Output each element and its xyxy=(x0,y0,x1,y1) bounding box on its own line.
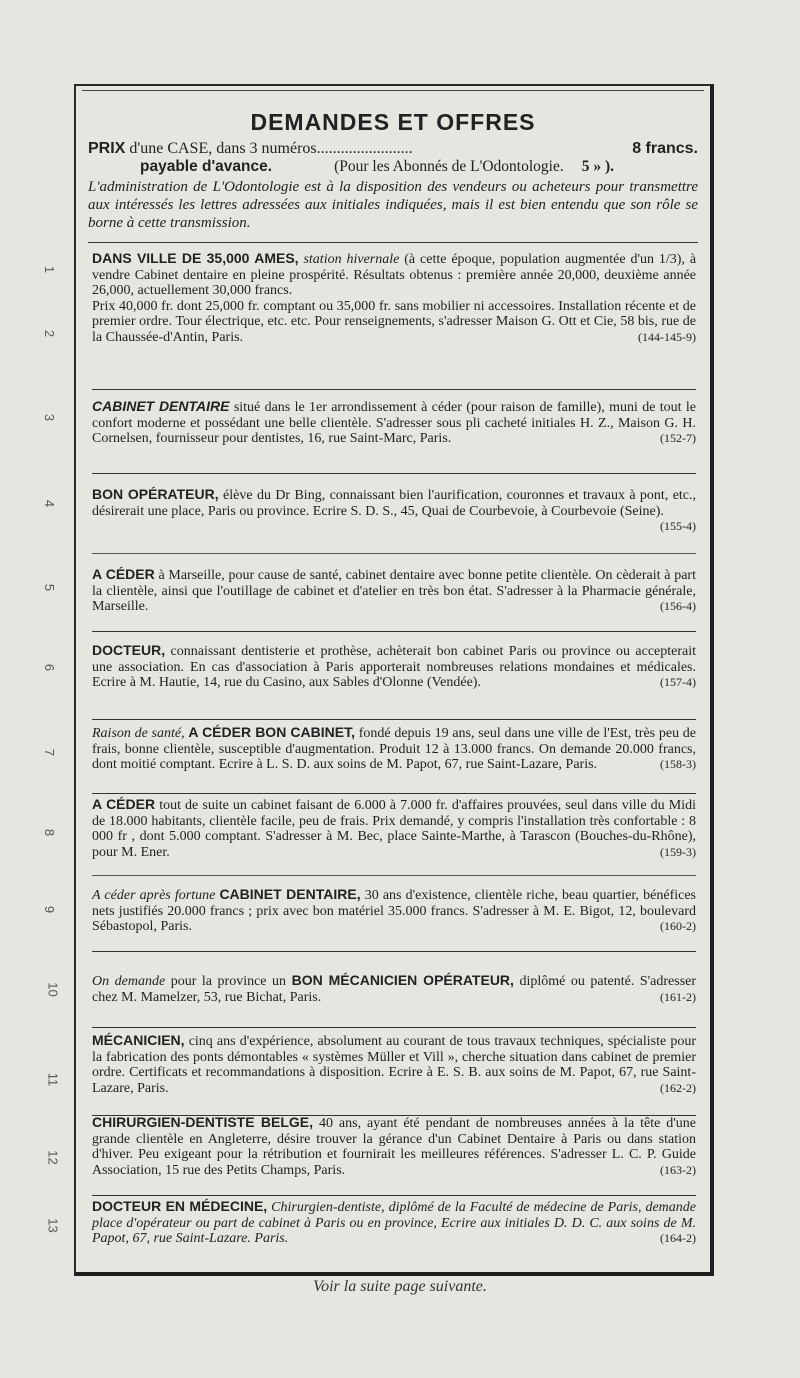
abonnes-value: 5 » ). xyxy=(581,158,615,175)
margin-number: 2 xyxy=(42,329,58,338)
ad-ref: (164-2) xyxy=(660,1231,696,1245)
ad-body: diplômé ou patenté. S'adresser chez M. Mamelzer, 53, rue Bichat, Paris. xyxy=(92,974,697,1005)
ad-1 xyxy=(92,251,696,345)
ad-ref: (161-2) xyxy=(660,989,696,1004)
ad-ref: (156-4) xyxy=(660,599,696,613)
margin-number: 5 xyxy=(42,583,58,592)
price-text: d'une CASE, dans 3 numéros........................ xyxy=(129,140,413,157)
margin-number: 6 xyxy=(42,663,58,672)
abonnes-text: (Pour les Abonnés de L'Odontologie. xyxy=(334,158,564,175)
margin-number: 12 xyxy=(45,1150,61,1165)
ad-body: élève du Dr Bing, connaissant bien l'aurification, couronnes et travaux à pont, etc., désirerait une place, Paris ou province. Ecrire S. D. S., 45, Quai de Courbevoie, à Courbevoie (Seine). xyxy=(92,488,697,519)
ad-lead: CHIRURGIEN-DENTISTE BELGE, xyxy=(92,1114,314,1130)
intro-text: L'administration de L'Odontologie est à la disposition des vendeurs ou acheteurs pour transmettre aux intéressés les lettres adressées aux initiales indiquées, mais il est bien entendu que son rôle se borne à cette transmission. xyxy=(88,179,698,231)
margin-number: 1 xyxy=(42,265,58,274)
ad-italic: Raison de santé, xyxy=(92,726,185,741)
ad-4 xyxy=(92,567,696,615)
price-line xyxy=(88,140,698,158)
ad-ref: (159-3) xyxy=(660,844,696,859)
ad-ref: (152-7) xyxy=(660,431,696,445)
ad-italic: On demande xyxy=(92,974,166,989)
ad-ref: (158-3) xyxy=(660,757,696,771)
payable-line xyxy=(88,158,698,176)
ad-body: 30 ans d'existence, clientèle riche, beau quartier, bénéfices nets justifiés 20.000 francs ; prix avec bon matériel 35.000 francs. S'adresser à M. E. Bigot, 12, boulevard Sébastopol, Paris. xyxy=(92,888,696,934)
ad-8 xyxy=(92,887,696,935)
margin-number: 9 xyxy=(42,905,58,914)
separator xyxy=(92,1027,696,1028)
ad-body: (à cette époque, population augmentée d'un 1/3), à vendre Cabinet dentaire en pleine prospérité. Résultats obtenus : première année 20,000, deuxième année 26,000, actuellement 30,000 francs. xyxy=(92,252,697,298)
price-lead: PRIX xyxy=(88,140,126,157)
ad-lead: CABINET DENTAIRE xyxy=(92,398,230,414)
ad-ref: (144-145-9) xyxy=(638,329,696,344)
separator xyxy=(92,951,696,952)
margin-number: 7 xyxy=(42,748,58,757)
margin-number: 8 xyxy=(42,828,58,837)
ad-3 xyxy=(92,487,696,535)
margin-number: 3 xyxy=(42,413,58,422)
margin-number: 10 xyxy=(45,982,61,997)
ad-body: cinq ans d'expérience, absolument au courant de tous travaux techniques, spécialiste pour la fabrication des ponts démontables « systèmes Müller et Vill », cherche situation dans cabinet de premier ordre. Certificats et recommandations à disposition. Ecrire à E. S. B. aux soins de M. Papot, 67, rue Saint-Lazare, Paris. xyxy=(92,1034,696,1096)
page-title: DEMANDES ET OFFRES xyxy=(250,109,536,135)
margin-number: 4 xyxy=(42,499,58,508)
ad-5 xyxy=(92,643,696,691)
ad-6 xyxy=(92,725,696,773)
ads-frame xyxy=(74,84,714,1276)
ad-9 xyxy=(92,973,696,1005)
separator xyxy=(92,793,696,794)
ad-ref: (155-4) xyxy=(660,519,696,533)
ad-body: pour la province un xyxy=(170,974,287,989)
payable-text: payable d'avance. xyxy=(140,158,273,175)
ad-lead: DOCTEUR, xyxy=(92,642,166,658)
ad-body: tout de suite un cabinet faisant de 6.000 à 7.000 fr. d'affaires prouvées, seul dans ville du Midi de 18.000 habitants, clientèle facile, peu de frais. Prix demandé, y compris l'installation très confortable : 8 000 fr , dont 5.000 comptant. S'adresser à M. Bec, place Sainte-Marthe, à Tarascon (Bouches-du-Rhône), pour M. Ener. xyxy=(92,798,697,860)
separator xyxy=(92,631,696,632)
ad-lead: DOCTEUR EN MÉDECINE, xyxy=(92,1198,268,1214)
continue-note: Voir la suite page suivante. xyxy=(313,1278,487,1295)
ad-lead: A CÉDER xyxy=(92,566,155,582)
ad-12 xyxy=(92,1199,696,1247)
ad-body: connaissant dentisterie et prothèse, achèterait bon cabinet Paris ou province ou accepterait une association. En cas d'association à Paris apporterait nombreuses relations mondaines et médicales. Ecrire à M. Hautie, 14, rue du Casino, aux Sables d'Olonne (Vendée). xyxy=(92,644,697,690)
separator xyxy=(92,719,696,720)
ad-ref: (163-2) xyxy=(660,1162,696,1177)
ad-ref: (157-4) xyxy=(660,675,696,689)
margin-number: 13 xyxy=(45,1218,61,1233)
separator xyxy=(92,875,696,876)
margin-number: 11 xyxy=(45,1072,61,1087)
separator xyxy=(92,473,696,474)
ad-ref: (160-2) xyxy=(660,919,696,933)
ad-lead: DANS VILLE DE 35,000 AMES, xyxy=(92,250,299,266)
ad-italic: A céder après fortune xyxy=(92,888,216,903)
ad-body: fondé depuis 19 ans, seul dans une ville de l'Est, très peu de frais, bonne clientèle, susceptible d'augmentation. Produit 12 à 13.000 francs. On demande 20.000 francs, dont moitié comptant. Ecrire à L. S. D. aux soins de M. Papot, 67, rue Saint-Lazare, Paris. xyxy=(92,726,697,772)
ad-body: 40 ans, ayant été pendant de nombreuses années à la tête d'une grande clientèle en Angleterre, désire trouver la gérance d'un Cabinet Dentaire à Paris ou dans station d'hiver. Peu exigeant pour la rétribution et fournirait les meilleures références. S'adresser L. C. P. Guide Association, 15 rue des Petits Champs, Paris. xyxy=(92,1116,696,1178)
ad-lead: A CÉDER BON CABINET, xyxy=(188,724,355,740)
ad-italic: station hivernale xyxy=(303,252,400,267)
ad-lead: BON OPÉRATEUR, xyxy=(92,486,219,502)
ad-body: Chirurgien-dentiste, diplômé de la Faculté de médecine de Paris, demande place d'opérateur ou part de cabinet à Paris ou en province, Ecrire aux initiales D. D. C. aux soins de M. Papot, 67, rue Saint-Lazare. Paris. xyxy=(92,1200,697,1246)
ad-lead: CABINET DENTAIRE, xyxy=(219,886,361,902)
separator xyxy=(92,1195,696,1196)
ads-inner xyxy=(82,90,704,1268)
header-rule xyxy=(88,242,698,243)
ad-body: situé dans le 1er arrondissement à céder (pour raison de famille), muni de tout le confort moderne et possédant une belle clientèle. S'adresser sous pli cacheté initiales H. Z., Maison G. H. Cornelsen, fournisseur pour dentistes, 16, rue Saint-Marc, Paris. xyxy=(92,400,697,446)
ad-lead: BON MÉCANICIEN OPÉRATEUR, xyxy=(291,972,514,988)
price-value: 8 francs. xyxy=(632,140,698,157)
ad-lead: MÉCANICIEN, xyxy=(92,1032,185,1048)
ad-ref: (162-2) xyxy=(660,1080,696,1095)
ad-11 xyxy=(92,1115,696,1178)
separator xyxy=(92,389,696,390)
ad-body: à Marseille, pour cause de santé, cabinet dentaire avec bonne petite clientèle. On cèderait à part la clientèle, ainsi que l'outillage de cabinet et d'atelier en très bon état. S'adresser à la Pharmacie générale, Marseille. xyxy=(92,568,696,614)
ad-7 xyxy=(92,797,696,860)
ad-2 xyxy=(92,399,696,447)
ad-body: Prix 40,000 fr. dont 25,000 fr. comptant ou 35,000 fr. sans mobilier ni accessoires. Installation récente et de premier ordre. Tour électrique, etc. etc. Pour renseignements, s'adresser Maison G. Ott et Cie, 58 bis, rue de la Chaussée-d'Antin, Paris. xyxy=(92,298,696,345)
ad-10 xyxy=(92,1033,696,1096)
separator xyxy=(92,553,696,554)
ad-lead: A CÉDER xyxy=(92,796,156,812)
